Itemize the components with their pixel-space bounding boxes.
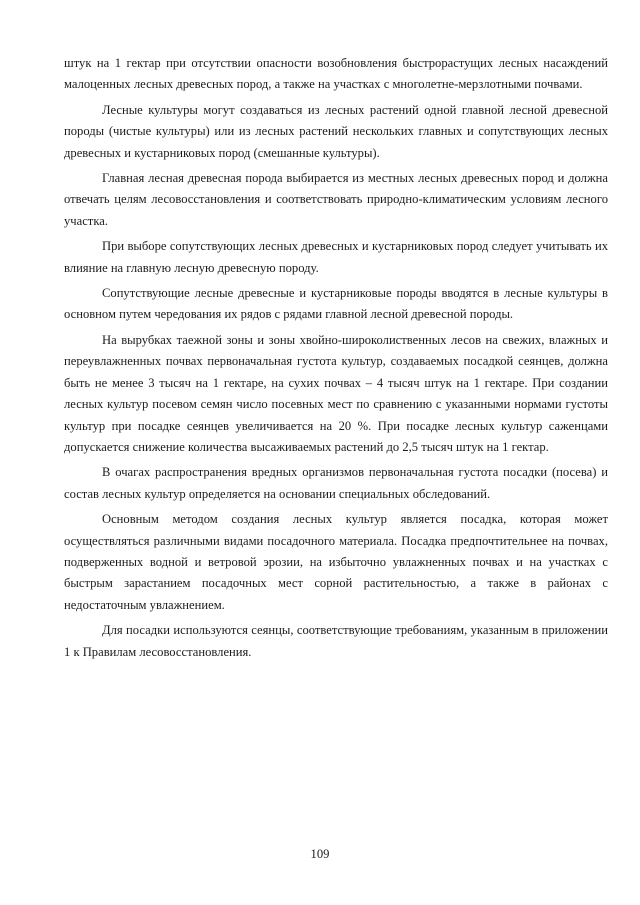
page-number: 109 [310, 847, 330, 861]
paragraph-pest-foci: В очагах распространения вредных организмов первоначальная густота посадки (посева) и состав лесных культур определяется на основании специальных обследований. [64, 465, 608, 501]
paragraph-planting-method: Основным методом создания лесных культур является посадка, которая может осуществляться различными видами посадочного материала. Посадка предпочтительнее на почвах, подверженных водной и ветровой эрозии, на избыточно увлажненных почвах и на участках с быстрым зарастанием посадочных мест сорной растительностью, а также в районах с недостаточным увлажнением. [64, 512, 608, 612]
paragraph-planting-density: На вырубках таежной зоны и зоны хвойно-широколиственных лесов на свежих, влажных и переувлажненных почвах первоначальная густота культур, создаваемых посадкой сеянцев, должна быть не менее 3 тысяч на 1 гектаре, на сухих почвах – 4 тысяч штук на 1 гектаре. При создании лесных культур посевом семян число посевных мест по сравнению с указанными нормами густоты культур при посадке сеянцев увеличивается на 20 %. При посадке лесных культур саженцами допускается снижение количества высаживаемых растений до 2,5 тысяч штук на 1 гектар. [64, 332, 608, 454]
paragraph-seedlings-requirements: Для посадки используются сеянцы, соответствующие требованиям, указанным в приложении 1 к Правилам лесовосстановления. [64, 623, 608, 659]
paragraph-main-species: Главная лесная древесная порода выбирается из местных лесных древесных пород и должна отвечать целям лесовосстановления и соответствовать природно-климатическим условиям лесного участка. [64, 171, 608, 228]
paragraph-continuation: штук на 1 гектар при отсутствии опасности возобновления быстрорастущих лесных насаждений малоценных лесных древесных пород, а также на участках с многолетне-мерзлотными почвами. [64, 56, 608, 92]
paragraph-accompanying-species-rows: Сопутствующие лесные древесные и кустарниковые породы вводятся в лесные культуры в основном путем чередования их рядов с рядами главной лесной древесной породы. [64, 286, 608, 322]
paragraph-forest-cultures-types: Лесные культуры могут создаваться из лесных растений одной главной лесной древесной породы (чистые культуры) или из лесных растений нескольких главных и сопутствующих лесных древесных и кустарниковых пород (смешанные культуры). [64, 102, 608, 160]
paragraph-accompanying-species-choice: При выборе сопутствующих лесных древесных и кустарниковых пород следует учитывать их влияние на главную лесную древесную породу. [64, 239, 608, 275]
body-text [64, 53, 608, 663]
